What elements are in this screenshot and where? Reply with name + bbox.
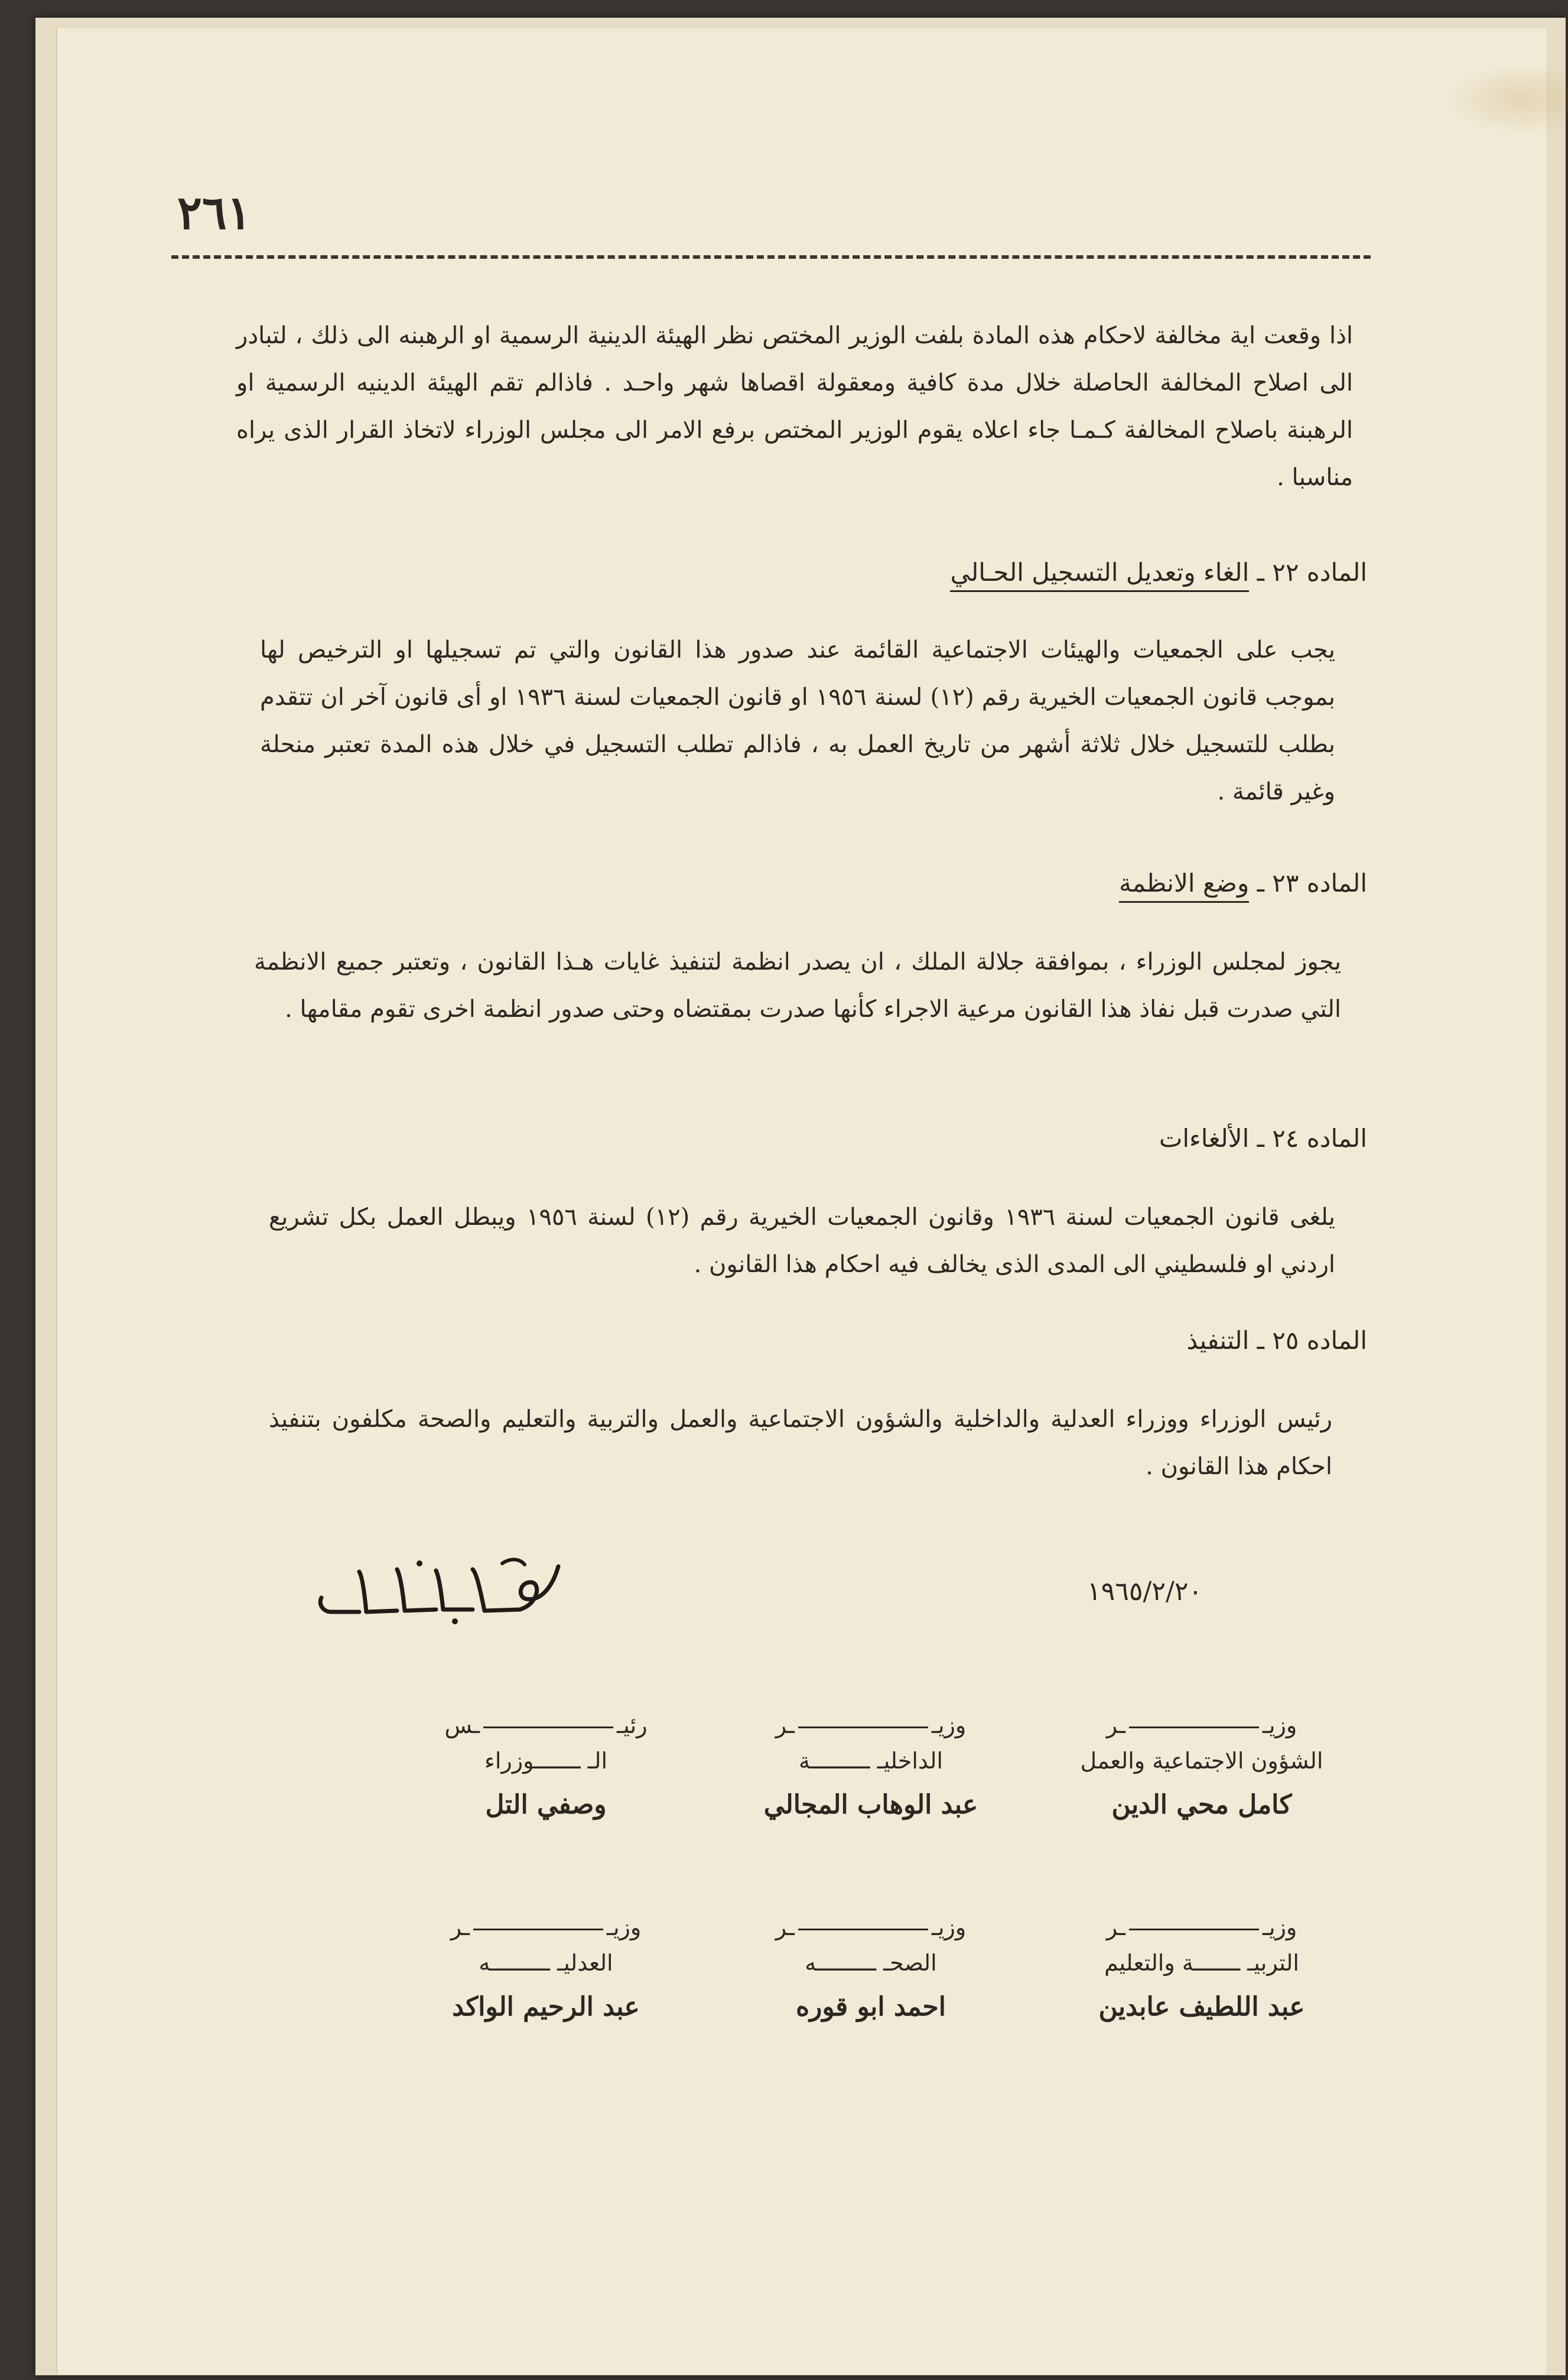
signatory-title: وزيــر [775, 1914, 967, 1940]
signatory-name: وصفي التل [485, 1790, 607, 1820]
article-24-heading [1159, 1124, 1367, 1153]
signatory-block [705, 1708, 1036, 1832]
article-25-heading [1186, 1326, 1367, 1355]
signatory-block [1036, 1910, 1367, 2034]
signatory-name: احمد ابو قوره [796, 1992, 946, 2022]
signatory-ministry: التربيـ ـــــــة والتعليم [1104, 1950, 1299, 1976]
signatory-ministry: الشؤون الاجتماعية والعمل [1080, 1748, 1323, 1774]
signatory-ministry: الـ ـــــــوزراء [484, 1748, 608, 1774]
signatory-name: كامل محي الدين [1111, 1790, 1292, 1820]
royal-signature [307, 1546, 567, 1628]
article-22-text: يجب على الجمعيات والهيئات الاجتماعية القائمة عند صدور هذا القانون والتي تم تسجيلها او الترخيص لها بموجب قانون الجمعيات الخيرية رقم (١٢) لسنة ١٩٥٦ او قانون الجمعيات لسنة ١٩٣٦ او أى قانون آخر ان تتقدم بطلب للتسجيل خلال ثلاثة أشهر من تاريخ العمل به ، فاذالم تطلب التسجيل في خلال هذه المدة تعتبر منحلة وغير قائمة . [260, 636, 1336, 805]
article-24-label: الماده ٢٤ ـ [1257, 1124, 1367, 1153]
signatory-title: وزيــر [450, 1914, 642, 1940]
signatory-ministry: الداخليـ ـــــــــة [799, 1748, 943, 1774]
signatory-name: عبد الرحيم الواكد [452, 1992, 640, 2022]
signatory-name: عبد الوهاب المجالي [763, 1790, 978, 1820]
article-25-title: التنفيذ [1186, 1326, 1250, 1355]
article-23-title: وضع الانظمة [1119, 869, 1249, 903]
signatory-ministry: العدليـ ـــــــــه [479, 1950, 613, 1976]
article-24-text: يلغى قانون الجمعيات لسنة ١٩٣٦ وقانون الجمعيات الخيرية رقم (١٢) لسنة ١٩٥٦ ويبطل العمل بكل تشريع اردني او فلسطيني الى المدى الذى يخالف فيه احكام هذا القانون . [269, 1204, 1336, 1278]
article-22-heading [950, 558, 1367, 587]
article-22-title: الغاء وتعديل التسجيل الحـالي [950, 558, 1249, 592]
paper-stain [1446, 64, 1568, 135]
article-25-text: رئيس الوزراء ووزراء العدلية والداخلية والشؤون الاجتماعية والعمل والتربية والتعليم والصحة مكلفون بتنفيذ احكام هذا القانون . [269, 1406, 1332, 1480]
article-23-label: الماده ٢٣ ـ [1257, 869, 1367, 898]
signatory-block [705, 1910, 1036, 2034]
article-23-heading [1119, 869, 1367, 898]
signatory-block [1036, 1708, 1367, 1832]
article-23-text: يجوز لمجلس الوزراء ، بموافقة جلالة الملك ، ان يصدر انظمة لتنفيذ غايات هـذا القانون ، وتعتبر جميع الانظمة التي صدرت قبل نفاذ هذا القانون مرعية الاجراء كأنها صدرت بمقتضاه وحتى صدور انظمة اخرى تقوم مقامها . [254, 948, 1341, 1023]
page-number: ٢٦١ [177, 186, 252, 240]
signatory-title: وزيــر [1106, 1914, 1297, 1940]
article-24-title: الألغاءات [1159, 1124, 1250, 1153]
article-22-label: الماده ٢٢ ـ [1257, 558, 1367, 587]
signatory-block [380, 1708, 711, 1832]
signatory-name: عبد اللطيف عابدين [1098, 1992, 1305, 2022]
signatory-title: وزيــر [1106, 1712, 1297, 1738]
signatory-block [380, 1910, 711, 2034]
signatory-title: وزيــر [775, 1712, 967, 1738]
signing-date: ١٩٦٥/٢/٢٠ [1087, 1576, 1203, 1607]
signatory-ministry: الصحـ ـــــــــه [805, 1950, 937, 1976]
header-rule [171, 255, 1371, 259]
signatory-title: رئيــس [444, 1712, 648, 1738]
article-25-label: الماده ٢٥ ـ [1257, 1326, 1367, 1355]
intro-paragraph: اذا وقعت اية مخالفة لاحكام هذه المادة بلفت الوزير المختص نظر الهيئة الدينية الرسمية او الرهبنه الى ذلك ، لتبادر الى اصلاح المخالفة الحاصلة خلال مدة كافية ومعقولة اقصاها شهر واحـد . فاذالم تقم الهيئة الدينيه الرسمية او الرهبنة باصلاح المخالفة كـمـا جاء اعلاه يقوم الوزير المختص برفع الامر الى مجلس الوزراء لاتخاذ القرار الذى يراه مناسبا . [236, 322, 1353, 491]
